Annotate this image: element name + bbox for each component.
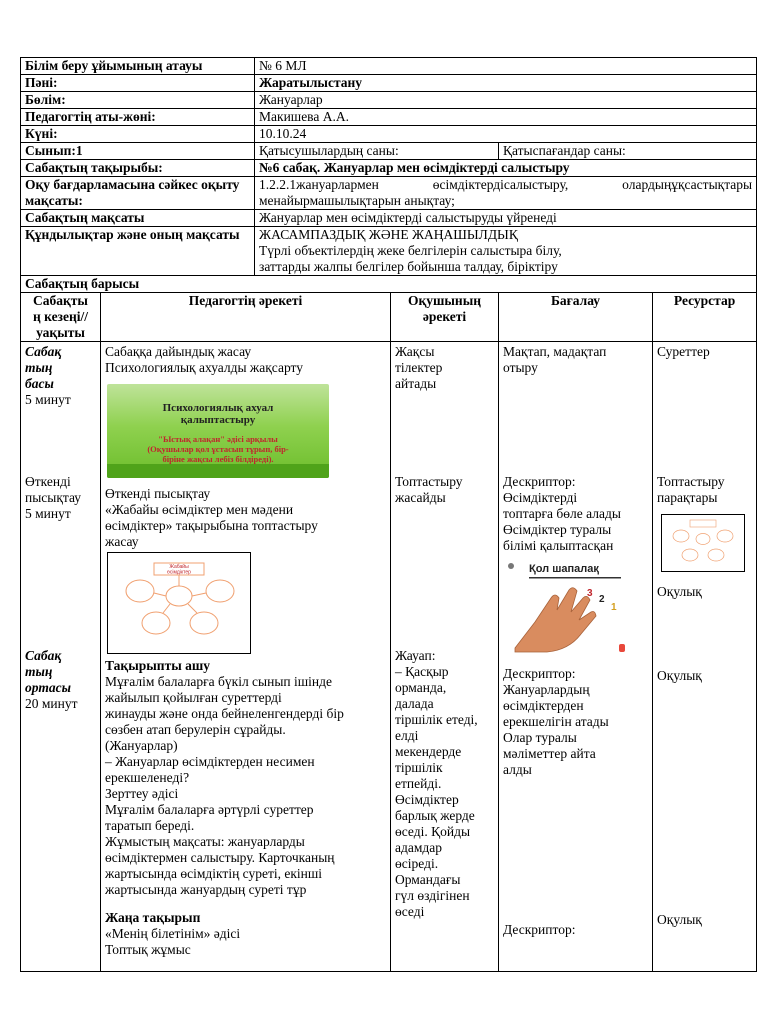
header-row [21, 92, 757, 109]
header-row [21, 126, 757, 143]
objectives-label: Оқу бағдарламасына сәйкес оқыту мақсаты: [21, 177, 255, 210]
stage-time: 20 минут [25, 696, 78, 711]
class-label: Сынып:1 [21, 143, 255, 160]
svg-text:1: 1 [611, 602, 617, 613]
lesson-plan-table [20, 57, 757, 972]
org-label: Білім беру ұйымының атауы [21, 58, 255, 75]
teacher-cell: Сабаққа дайындық жасау Психологиялық ахуалды жақсарту Психологиялық ахуал қалыптастыру "Ыстық алақан" әдісі арқылы (Оқушылар қол ұстасып тұрып, бір- біріне жақсы лебіз білдіреді). Өткенді пысықтау «Жабайы өсімдіктер мен мәдени өсімдіктер» тақырыбына топтастыру жасау Жабайы өсімдіктер Тақырыпты ашу Мұғалім балаларға бүкіл сынып ішінде жайылып қойылған суреттерді жинауды және онда бейнеленгендерді бір сөзбен атап берулерін сұрайды. (Жануарлар) – Жануарлар өсімдіктерден несимен ерекшеленеді? Зерттеу әдісі Мұғалім балаларға әртүрлі суреттер таратып береді. Жұмыстың мақсаты: жануарларды өсімдіктермен салыстыру. Карточканың жартысында өсімдіктің суреті, екінші жартысында жануардың суреті тұр Жаңа тақырып «Менің білетінім» әдісі Топтық жұмыс [101, 342, 391, 972]
svg-text:өсімдіктер: өсімдіктер [167, 569, 191, 576]
progress-title-row [21, 276, 757, 293]
mind-map-image [107, 552, 251, 654]
section-heading: Жаңа тақырып [105, 910, 201, 925]
col-stage: Сабақты ң кезеңі// уақыты [21, 293, 101, 342]
org-value: № 6 МЛ [255, 58, 757, 75]
aim-value: Жануарлар мен өсімдіктерді салыстыруды үйренеді [255, 210, 757, 227]
svg-text:Жабайы: Жабайы [169, 564, 189, 570]
aim-row [21, 210, 757, 227]
subject-value: Жаратылыстану [255, 75, 757, 92]
svg-text:Қол шапалақ: Қол шапалақ [529, 563, 599, 575]
header-row [21, 75, 757, 92]
topic-label: Сабақтың тақырыбы: [21, 160, 255, 177]
columns-header-row [21, 293, 757, 342]
clapping-hand-image [507, 560, 625, 656]
topic-row [21, 160, 757, 177]
absent-count: Қатыспағандар саны: [499, 143, 757, 160]
svg-text:2: 2 [599, 594, 605, 605]
col-student: Оқушының әрекеті [391, 293, 499, 342]
values-line: заттарды жалпы белгілер бойынша талдау, біріктіру [259, 259, 558, 274]
values-line: ЖАСАМПАЗДЫҚ ЖӘНЕ ЖАҢАШЫЛДЫҚ [259, 227, 518, 242]
col-teacher: Педагогтің әрекеті [101, 293, 391, 342]
values-line: Түрлі объектілердің жеке белгілерін салыстыра білу, [259, 243, 562, 258]
values-label: Құндылықтар және оның мақсаты [21, 227, 255, 276]
section-value: Жануарлар [255, 92, 757, 109]
header-row [21, 109, 757, 126]
lesson-body-row [21, 342, 757, 972]
present-count: Қатысушылардың саны: [255, 143, 499, 160]
section-heading: Тақырыпты ашу [105, 658, 211, 673]
values-row [21, 227, 757, 276]
resources-cell: Суреттер Топтастыру парақтары Оқулық Оқулық Оқулық [653, 342, 757, 972]
svg-text:3: 3 [587, 588, 593, 599]
teacher-label: Педагогтің аты-жөні: [21, 109, 255, 126]
teacher-value: Макишева А.А. [255, 109, 757, 126]
header-row [21, 58, 757, 75]
subject-label: Пәні: [21, 75, 255, 92]
aim-label: Сабақтың мақсаты [21, 210, 255, 227]
col-resources: Ресурстар [653, 293, 757, 342]
mind-map-thumbnail [661, 514, 745, 572]
objectives-value: 1.2.2.1жануарлармен өсімдіктердісалыстыру, олардыңұқсастықтары менайырмашылықтарын анықтау; [255, 177, 757, 210]
assessment-cell: Мақтап, мадақтап отыру Дескриптор: Өсімдіктерді топтарға бөле алады Өсімдіктер туралы білімі қалыптасқан Қол шапалақ 3 2 1 Дескриптор: Жануарлардың өсімдіктерден ерекшелігін атады Олар туралы мәліметтер айта алды Дескриптор: [499, 342, 653, 972]
lesson-plan-page [20, 57, 756, 972]
psychology-banner-image: Психологиялық ахуал қалыптастыру "Ыстық алақан" әдісі арқылы (Оқушылар қол ұстасып тұрып, бір- біріне жақсы лебіз білдіреді). [107, 384, 329, 478]
col-assessment: Бағалау [499, 293, 653, 342]
topic-value: №6 сабақ. Жануарлар мен өсімдіктерді салыстыру [255, 160, 757, 177]
progress-title: Сабақтың барысы [21, 276, 757, 293]
section-label: Бөлім: [21, 92, 255, 109]
class-row [21, 143, 757, 160]
objectives-row [21, 177, 757, 210]
stage-time: 5 минут [25, 392, 71, 407]
stage-cell: Сабақ тың басы 5 минут Өткенді пысықтау 5 минут Сабақ тың ортасы 20 минут [21, 342, 101, 972]
date-value: 10.10.24 [255, 126, 757, 143]
date-label: Күні: [21, 126, 255, 143]
values-content [255, 227, 757, 276]
student-cell: Жақсы тілектер айтады Топтастыру жасайды Жауап: – Қасқыр орманда, далада тіршілік етеді, елді мекендерде тіршілік етпейді. Өсімдіктер барлық жерде өседі. Қойды адамдар өсіреді. Ормандағы гүл өздігінен өседі [391, 342, 499, 972]
